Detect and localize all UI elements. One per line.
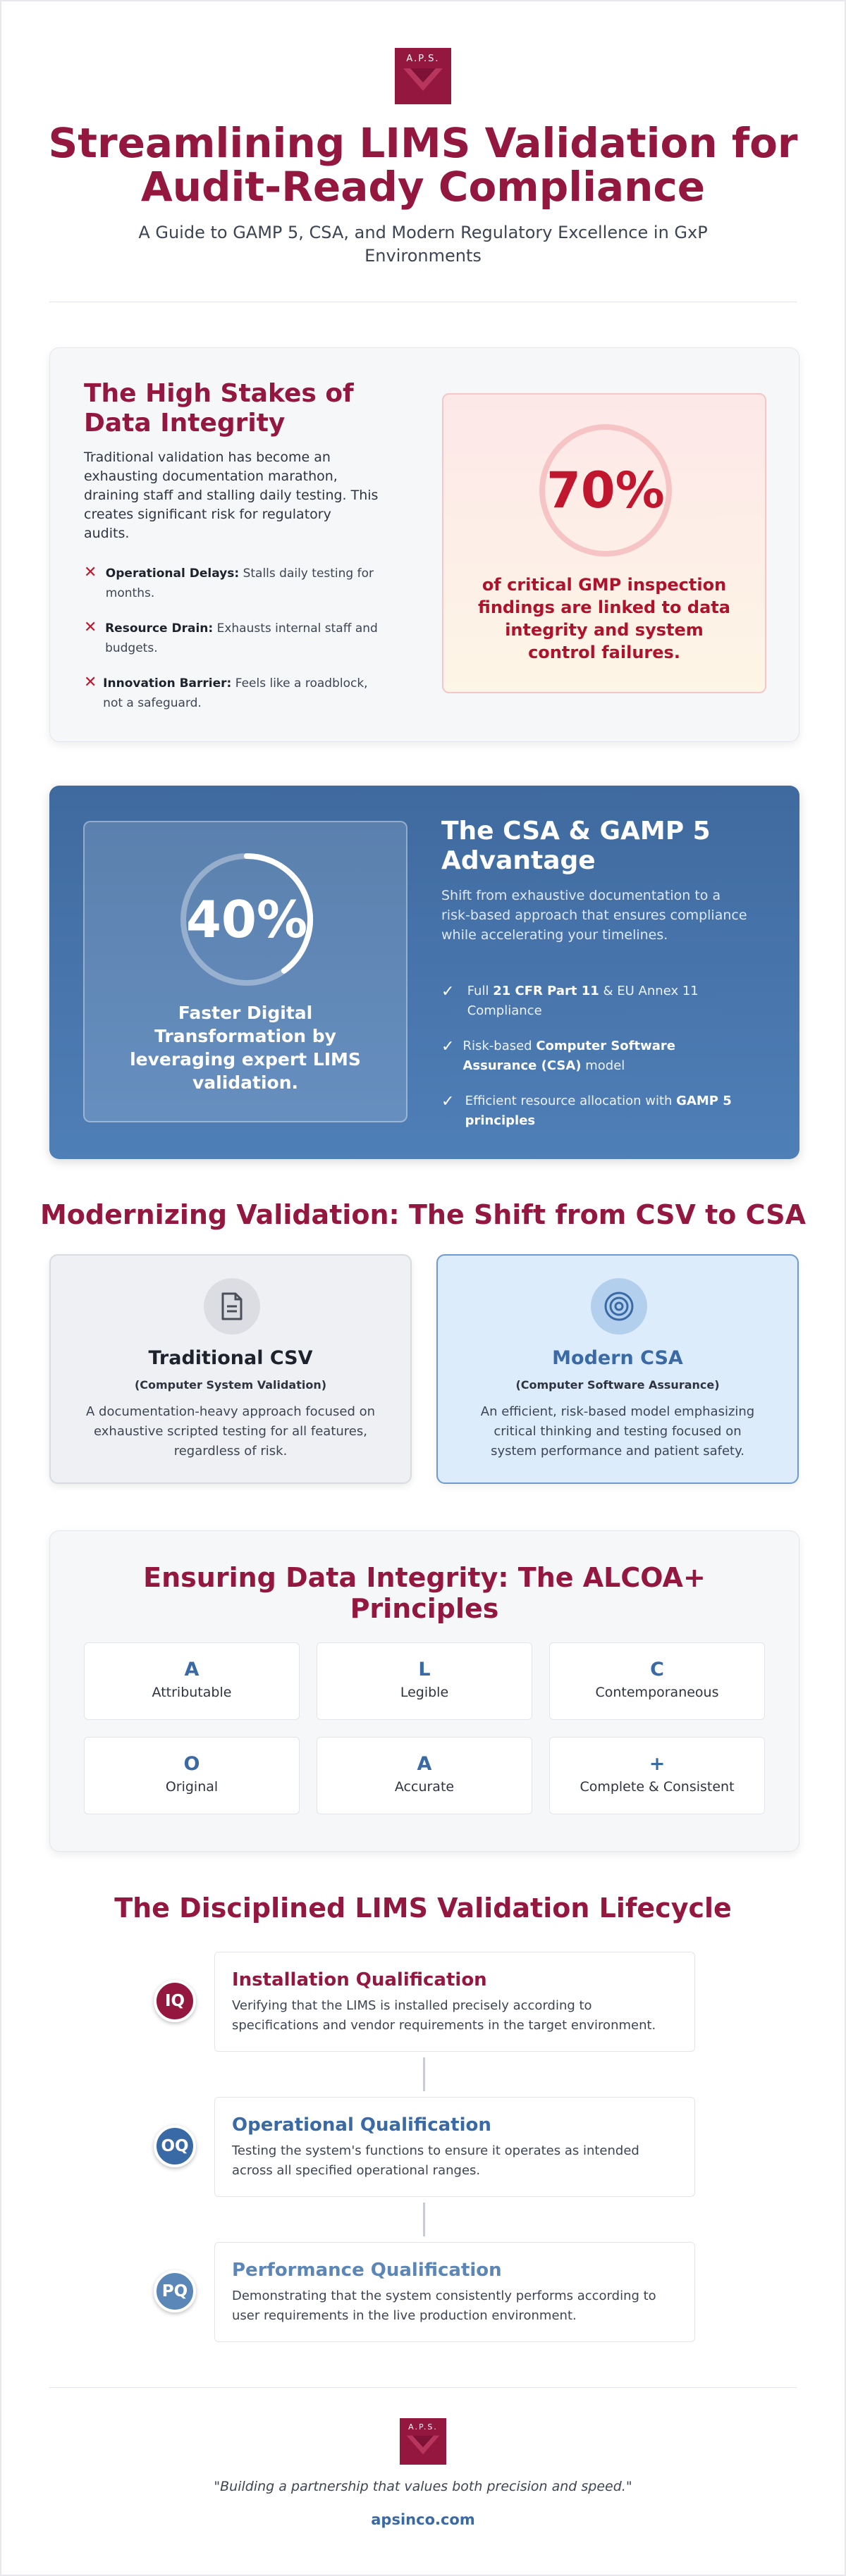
checkmark-icon: ✓ xyxy=(441,983,455,1001)
pq-badge: PQ xyxy=(154,2270,196,2312)
csv-subtitle: (Computer System Validation) xyxy=(134,1378,327,1392)
stat-40-panel xyxy=(83,821,407,1122)
alcoa-heading: Ensuring Data Integrity: The ALCOA+ Principles xyxy=(143,1562,706,1624)
aps-logo: A.P.S. xyxy=(395,48,451,104)
check-item: ✓ Efficient resource allocation with GAMP 5 principles xyxy=(441,1093,732,1128)
stat-caption: Faster Digital Transformation by leveraging expert LIMS validation. xyxy=(130,1003,361,1093)
risk-list xyxy=(84,564,380,729)
stage-title: Operational Qualification xyxy=(232,2114,491,2136)
risk-item: ✕ Resource Drain: Exhausts internal staff and budgets. xyxy=(84,619,378,655)
principle-tile: L Legible xyxy=(317,1642,532,1720)
checkmark-icon: ✓ xyxy=(441,1093,455,1110)
stage-title: Performance Qualification xyxy=(232,2260,502,2281)
check-list xyxy=(441,982,752,1146)
checkmark-icon: ✓ xyxy=(441,1038,455,1055)
stat-caption: of critical GMP inspection findings are linked to data integrity and system control failures. xyxy=(478,575,730,662)
document-icon xyxy=(204,1278,260,1335)
stat-ring xyxy=(539,424,672,557)
footer-website-link[interactable]: apsinco.com xyxy=(371,2511,475,2528)
logo-chevron-icon xyxy=(405,2434,441,2456)
advantage-heading: The CSA & GAMP 5 Advantage xyxy=(441,817,711,875)
shift-heading: Modernizing Validation: The Shift from CSV to CSA xyxy=(39,1199,806,1230)
check-item: ✓ Risk-based Computer Software Assurance (CSA) model xyxy=(441,1038,675,1073)
x-icon: ✕ xyxy=(84,564,97,581)
stat-value: 70% xyxy=(546,462,665,519)
footer-quote: "Building a partnership that values both precision and speed." xyxy=(214,2479,632,2494)
stakes-heading: The High Stakes of Data Integrity xyxy=(84,379,354,438)
stakes-intro: Traditional validation has become an exhausting documentation marathon, draining staff and stalling daily testing. This creates significant risk for regulatory audits. xyxy=(84,450,379,541)
risk-item: ✕ Operational Delays: Stalls daily testing for months. xyxy=(84,564,374,600)
stakes-card xyxy=(49,347,799,742)
principle-tile: C Contemporaneous xyxy=(549,1642,765,1720)
check-item: ✓ Full 21 CFR Part 11 & EU Annex 11 Compliance xyxy=(441,983,699,1018)
stage-connector xyxy=(423,2057,425,2091)
stage-card-oq xyxy=(214,2097,695,2197)
stage-description: Demonstrating that the system consistently performs according to user requirements in the live production environment. xyxy=(232,2289,656,2323)
stage-description: Verifying that the LIMS is installed precisely according to specifications and vendor requirements in the target environment. xyxy=(232,1998,656,2033)
x-icon: ✕ xyxy=(84,674,97,691)
advantage-intro: Shift from exhaustive documentation to a risk-based approach that ensures compliance while accelerating your timelines. xyxy=(441,888,747,943)
risk-item: ✕ Innovation Barrier: Feels like a roadblock, not a safeguard. xyxy=(84,674,368,710)
stage-card-iq xyxy=(214,1952,695,2052)
stage-card-pq xyxy=(214,2242,695,2342)
stage-title: Installation Qualification xyxy=(232,1969,487,1990)
csv-description: A documentation-heavy approach focused on exhaustive scripted testing for all features, regardless of risk. xyxy=(85,1404,376,1459)
csv-card xyxy=(49,1254,412,1484)
aps-logo-footer: A.P.S. xyxy=(400,2418,446,2465)
principle-tile: O Original xyxy=(84,1737,300,1814)
page-title: Streamlining LIMS Validation for Audit-Ready Compliance xyxy=(48,119,798,211)
oq-badge: OQ xyxy=(154,2125,196,2167)
page-subtitle: A Guide to GAMP 5, CSA, and Modern Regulatory Excellence in GxP Environments xyxy=(138,223,708,266)
csv-title: Traditional CSV xyxy=(148,1347,313,1369)
principle-tile: A Accurate xyxy=(317,1737,532,1814)
stage-description: Testing the system's functions to ensure it operates as intended across all specified operational ranges. xyxy=(232,2143,639,2178)
alcoa-card xyxy=(49,1530,799,1852)
principle-tile: + Complete & Consistent xyxy=(549,1737,765,1814)
principle-tile: A Attributable xyxy=(84,1642,300,1720)
lifecycle-heading: The Disciplined LIMS Validation Lifecycle xyxy=(114,1893,732,1924)
stat-70-panel xyxy=(442,393,766,693)
csa-description: An efficient, risk-based model emphasizing critical thinking and testing focused on system performance and patient safety. xyxy=(480,1404,755,1459)
stat-value: 40% xyxy=(185,890,308,949)
advantage-card xyxy=(49,786,799,1159)
csa-title: Modern CSA xyxy=(552,1347,683,1369)
target-icon xyxy=(591,1278,647,1335)
stage-connector xyxy=(423,2203,425,2236)
footer-divider xyxy=(49,2387,797,2388)
csa-card xyxy=(436,1254,799,1484)
logo-chevron-icon xyxy=(402,67,444,92)
iq-badge: IQ xyxy=(154,1980,196,2022)
x-icon: ✕ xyxy=(84,619,97,636)
csa-subtitle: (Computer Software Assurance) xyxy=(515,1378,720,1392)
